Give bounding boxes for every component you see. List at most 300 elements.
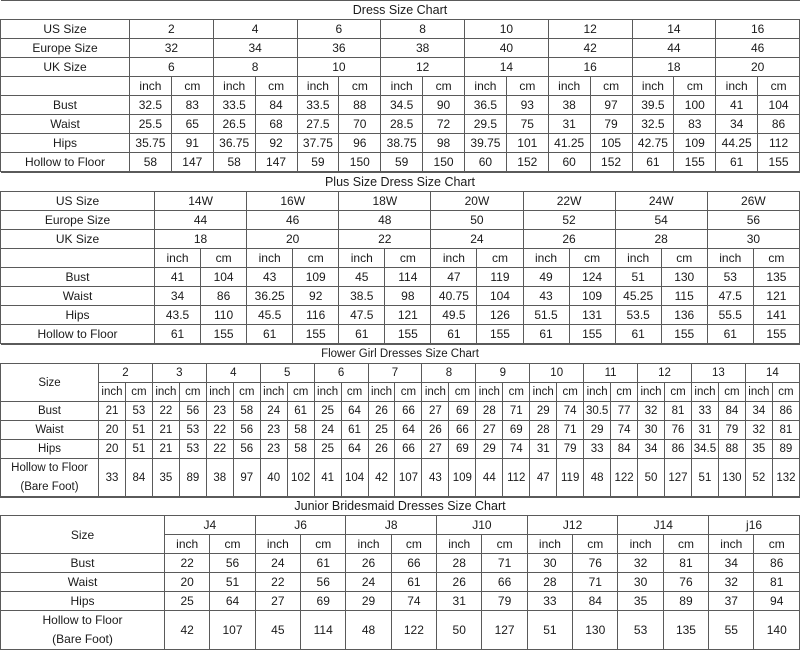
measure-value: 61 xyxy=(341,421,368,440)
unit-label: cm xyxy=(255,77,297,96)
size-value: 30 xyxy=(707,230,799,249)
measure-value: 58 xyxy=(233,402,260,421)
measure-value: 51.5 xyxy=(523,306,569,325)
unit-label: inch xyxy=(255,535,300,554)
measure-value: 56 xyxy=(233,421,260,440)
measure-value: 79 xyxy=(482,592,527,611)
measure-value: 24 xyxy=(346,573,391,592)
size-value: 40 xyxy=(465,39,549,58)
measure-value: 94 xyxy=(754,592,800,611)
measure-value: 28 xyxy=(437,554,482,573)
unit-label: cm xyxy=(590,77,632,96)
row-label: Hollow to Floor (Bare Foot) xyxy=(1,459,99,498)
measure-row xyxy=(1,592,800,611)
row-label: Waist xyxy=(1,287,155,306)
measure-value: 38.75 xyxy=(381,134,423,153)
measure-value: 89 xyxy=(179,459,206,498)
measure-value: 109 xyxy=(449,459,476,498)
measure-value: 84 xyxy=(573,592,618,611)
measure-value: 25 xyxy=(165,592,210,611)
measure-value: 43 xyxy=(422,459,449,498)
unit-label: cm xyxy=(661,249,707,268)
measure-value: 33 xyxy=(99,459,126,498)
measure-value: 33.5 xyxy=(213,96,255,115)
measure-value: 61 xyxy=(707,325,753,344)
measure-value: 61 xyxy=(716,153,758,172)
measure-value: 84 xyxy=(718,402,745,421)
size-value: 2 xyxy=(130,20,214,39)
unit-label: inch xyxy=(130,77,172,96)
measure-value: 52 xyxy=(745,459,772,498)
size-row xyxy=(1,364,800,383)
unit-label: cm xyxy=(557,383,584,402)
unit-label: inch xyxy=(716,77,758,96)
row-label: Hips xyxy=(1,592,165,611)
unit-label: inch xyxy=(465,77,507,96)
chart-title: Junior Bridesmaid Dresses Size Chart xyxy=(1,497,800,516)
measure-value: 61 xyxy=(431,325,477,344)
row-label: Waist xyxy=(1,421,99,440)
measure-value: 22 xyxy=(206,440,233,459)
measure-value: 61 xyxy=(523,325,569,344)
measure-value: 69 xyxy=(449,440,476,459)
measure-value: 152 xyxy=(506,153,548,172)
chart-title-row xyxy=(1,173,800,192)
measure-value: 23 xyxy=(260,440,287,459)
measure-value: 58 xyxy=(213,153,255,172)
measure-value: 104 xyxy=(201,268,247,287)
measure-value: 109 xyxy=(293,268,339,287)
measure-value: 64 xyxy=(395,421,422,440)
measure-value: 69 xyxy=(449,402,476,421)
measure-value: 24 xyxy=(260,402,287,421)
measure-value: 27 xyxy=(255,592,300,611)
measure-value: 76 xyxy=(663,573,708,592)
unit-label: cm xyxy=(449,383,476,402)
size-value: J4 xyxy=(165,516,256,535)
size-value: 6 xyxy=(297,20,381,39)
chart-title-row xyxy=(1,345,800,364)
measure-value: 74 xyxy=(611,421,638,440)
measure-value: 135 xyxy=(663,611,708,650)
measure-value: 28 xyxy=(530,421,557,440)
measure-value: 51 xyxy=(125,440,152,459)
size-value: 46 xyxy=(247,211,339,230)
measure-value: 32.5 xyxy=(632,115,674,134)
measure-value: 84 xyxy=(255,96,297,115)
unit-label: inch xyxy=(422,383,449,402)
size-row xyxy=(1,230,800,249)
size-value: 42 xyxy=(548,39,632,58)
measure-value: 155 xyxy=(385,325,431,344)
measure-value: 25 xyxy=(314,402,341,421)
size-value: 24 xyxy=(431,230,523,249)
size-value: 12 xyxy=(548,20,632,39)
size-value: 20 xyxy=(247,230,339,249)
measure-value: 104 xyxy=(341,459,368,498)
measure-value: 64 xyxy=(341,402,368,421)
unit-label: cm xyxy=(611,383,638,402)
unit-label: cm xyxy=(754,535,800,554)
unit-label: cm xyxy=(503,383,530,402)
measure-value: 119 xyxy=(557,459,584,498)
measure-value: 69 xyxy=(503,421,530,440)
size-value: 10 xyxy=(297,58,381,77)
unit-row xyxy=(1,77,800,96)
measure-value: 155 xyxy=(674,153,716,172)
measure-value: 109 xyxy=(674,134,716,153)
unit-label: inch xyxy=(206,383,233,402)
size-row xyxy=(1,39,800,58)
measure-value: 91 xyxy=(171,134,213,153)
plus-size-table xyxy=(0,172,800,344)
measure-value: 24 xyxy=(314,421,341,440)
measure-value: 71 xyxy=(482,554,527,573)
unit-label: inch xyxy=(346,535,391,554)
measure-value: 79 xyxy=(590,115,632,134)
measure-value: 36.25 xyxy=(247,287,293,306)
size-row xyxy=(1,192,800,211)
measure-row xyxy=(1,115,800,134)
measure-value: 64 xyxy=(341,440,368,459)
size-value: 13 xyxy=(691,364,745,383)
measure-value: 100 xyxy=(674,96,716,115)
measure-value: 53 xyxy=(707,268,753,287)
measure-value: 23 xyxy=(260,421,287,440)
row-label: Waist xyxy=(1,573,165,592)
measure-value: 41 xyxy=(155,268,201,287)
measure-value: 22 xyxy=(255,573,300,592)
measure-value: 49 xyxy=(523,268,569,287)
measure-value: 155 xyxy=(477,325,523,344)
measure-value: 36.75 xyxy=(213,134,255,153)
measure-value: 40 xyxy=(260,459,287,498)
unit-label: inch xyxy=(709,535,754,554)
unit-label: cm xyxy=(293,249,339,268)
measure-value: 21 xyxy=(152,440,179,459)
measure-value: 69 xyxy=(301,592,346,611)
size-value: 8 xyxy=(213,58,297,77)
measure-value: 155 xyxy=(758,153,800,172)
unit-label: cm xyxy=(506,77,548,96)
size-value: 56 xyxy=(707,211,799,230)
unit-label: cm xyxy=(423,77,465,96)
measure-value: 20 xyxy=(99,440,126,459)
measure-value: 76 xyxy=(573,554,618,573)
measure-row xyxy=(1,153,800,172)
measure-value: 130 xyxy=(718,459,745,498)
measure-value: 130 xyxy=(573,611,618,650)
measure-value: 32.5 xyxy=(130,96,172,115)
measure-value: 26 xyxy=(437,573,482,592)
measure-value: 25 xyxy=(314,440,341,459)
measure-value: 34 xyxy=(716,115,758,134)
unit-label: inch xyxy=(165,535,210,554)
chart-title-row xyxy=(1,497,800,516)
measure-value: 122 xyxy=(391,611,436,650)
size-value: 52 xyxy=(523,211,615,230)
measure-value: 36.5 xyxy=(465,96,507,115)
size-value: 8 xyxy=(381,20,465,39)
unit-label: cm xyxy=(210,535,255,554)
measure-value: 29.5 xyxy=(465,115,507,134)
unit-label: cm xyxy=(301,535,346,554)
size-value: 54 xyxy=(615,211,707,230)
unit-label: cm xyxy=(341,383,368,402)
measure-value: 131 xyxy=(569,306,615,325)
unit-row xyxy=(1,383,800,402)
measure-value: 55.5 xyxy=(707,306,753,325)
size-value: 14W xyxy=(155,192,247,211)
measure-value: 75 xyxy=(506,115,548,134)
unit-label: inch xyxy=(297,77,339,96)
size-value: 18 xyxy=(155,230,247,249)
measure-value: 31 xyxy=(548,115,590,134)
size-value: 20 xyxy=(716,58,800,77)
measure-value: 32 xyxy=(618,554,663,573)
unit-label: inch xyxy=(152,383,179,402)
measure-value: 66 xyxy=(395,440,422,459)
measure-value: 44 xyxy=(476,459,503,498)
measure-value: 93 xyxy=(506,96,548,115)
measure-value: 132 xyxy=(772,459,799,498)
size-value: 4 xyxy=(206,364,260,383)
measure-value: 20 xyxy=(99,421,126,440)
measure-value: 81 xyxy=(663,554,708,573)
measure-value: 74 xyxy=(557,402,584,421)
unit-label: inch xyxy=(632,77,674,96)
measure-value: 56 xyxy=(210,554,255,573)
measure-value: 86 xyxy=(772,402,799,421)
measure-value: 39.5 xyxy=(632,96,674,115)
measure-value: 155 xyxy=(569,325,615,344)
junior-bridesmaid-chart xyxy=(0,496,800,650)
measure-value: 114 xyxy=(385,268,431,287)
measure-value: 26 xyxy=(346,554,391,573)
measure-value: 25 xyxy=(368,421,395,440)
measure-value: 61 xyxy=(339,325,385,344)
measure-value: 30 xyxy=(527,554,572,573)
junior-bridesmaid-table xyxy=(0,496,800,650)
measure-value: 112 xyxy=(758,134,800,153)
measure-value: 79 xyxy=(557,440,584,459)
measure-value: 22 xyxy=(152,402,179,421)
unit-label: cm xyxy=(753,249,799,268)
measure-value: 88 xyxy=(718,440,745,459)
measure-value: 30 xyxy=(618,573,663,592)
unit-label: cm xyxy=(718,383,745,402)
measure-value: 43 xyxy=(247,268,293,287)
measure-value: 45.5 xyxy=(247,306,293,325)
measure-value: 53.5 xyxy=(615,306,661,325)
flower-girl-table xyxy=(0,344,800,498)
measure-value: 47 xyxy=(431,268,477,287)
measure-value: 64 xyxy=(210,592,255,611)
unit-label: cm xyxy=(339,77,381,96)
measure-value: 34.5 xyxy=(691,440,718,459)
measure-value: 86 xyxy=(754,554,800,573)
measure-value: 109 xyxy=(569,287,615,306)
measure-value: 105 xyxy=(590,134,632,153)
size-value: J12 xyxy=(527,516,618,535)
measure-value: 86 xyxy=(665,440,692,459)
measure-value: 44.25 xyxy=(716,134,758,153)
unit-label: cm xyxy=(391,535,436,554)
measure-value: 30.5 xyxy=(584,402,611,421)
measure-value: 76 xyxy=(665,421,692,440)
size-value: 44 xyxy=(632,39,716,58)
measure-value: 61 xyxy=(301,554,346,573)
measure-value: 61 xyxy=(391,573,436,592)
size-value: 14 xyxy=(632,20,716,39)
measure-value: 107 xyxy=(395,459,422,498)
measure-value: 30 xyxy=(638,421,665,440)
unit-label: inch xyxy=(339,249,385,268)
unit-label: cm xyxy=(758,77,800,96)
measure-value: 43 xyxy=(523,287,569,306)
measure-value: 124 xyxy=(569,268,615,287)
measure-value: 49.5 xyxy=(431,306,477,325)
measure-value: 22 xyxy=(165,554,210,573)
size-value: 2 xyxy=(99,364,153,383)
measure-value: 32 xyxy=(745,421,772,440)
measure-row xyxy=(1,287,800,306)
measure-value: 115 xyxy=(661,287,707,306)
measure-value: 97 xyxy=(233,459,260,498)
measure-row xyxy=(1,440,800,459)
measure-value: 26 xyxy=(368,440,395,459)
row-label: Hollow to Floor (Bare Foot) xyxy=(1,611,165,650)
measure-value: 27 xyxy=(422,402,449,421)
size-row xyxy=(1,516,800,535)
size-value: 10 xyxy=(465,20,549,39)
measure-value: 104 xyxy=(477,287,523,306)
hollow-row xyxy=(1,459,800,498)
measure-value: 71 xyxy=(503,402,530,421)
measure-value: 34 xyxy=(155,287,201,306)
measure-value: 59 xyxy=(297,153,339,172)
size-value: 26 xyxy=(523,230,615,249)
blank-cell xyxy=(1,77,130,96)
measure-value: 135 xyxy=(753,268,799,287)
measure-value: 130 xyxy=(661,268,707,287)
measure-value: 110 xyxy=(201,306,247,325)
size-value: 46 xyxy=(716,39,800,58)
measure-value: 104 xyxy=(758,96,800,115)
measure-value: 88 xyxy=(339,96,381,115)
measure-value: 42 xyxy=(165,611,210,650)
measure-row xyxy=(1,402,800,421)
measure-value: 84 xyxy=(611,440,638,459)
measure-value: 98 xyxy=(423,134,465,153)
measure-value: 71 xyxy=(557,421,584,440)
measure-value: 27.5 xyxy=(297,115,339,134)
measure-value: 45.25 xyxy=(615,287,661,306)
measure-value: 150 xyxy=(423,153,465,172)
flower-girl-chart xyxy=(0,344,800,498)
measure-value: 107 xyxy=(210,611,255,650)
measure-value: 27 xyxy=(476,421,503,440)
measure-value: 29 xyxy=(530,402,557,421)
measure-value: 37.75 xyxy=(297,134,339,153)
measure-value: 48 xyxy=(346,611,391,650)
measure-value: 121 xyxy=(753,287,799,306)
measure-value: 90 xyxy=(423,96,465,115)
size-value: J14 xyxy=(618,516,709,535)
measure-value: 35 xyxy=(618,592,663,611)
measure-value: 28 xyxy=(527,573,572,592)
measure-value: 84 xyxy=(125,459,152,498)
size-value: 16 xyxy=(716,20,800,39)
unit-label: cm xyxy=(287,383,314,402)
unit-label: cm xyxy=(179,383,206,402)
size-value: 16W xyxy=(247,192,339,211)
unit-label: inch xyxy=(638,383,665,402)
measure-value: 23 xyxy=(206,402,233,421)
row-label: Size xyxy=(1,516,165,554)
measure-value: 35 xyxy=(745,440,772,459)
unit-label: inch xyxy=(523,249,569,268)
unit-label: cm xyxy=(674,77,716,96)
measure-value: 41 xyxy=(314,459,341,498)
dress-size-table xyxy=(0,0,800,172)
measure-value: 86 xyxy=(201,287,247,306)
row-label: UK Size xyxy=(1,230,155,249)
row-label: Hips xyxy=(1,306,155,325)
measure-value: 38 xyxy=(206,459,233,498)
measure-value: 77 xyxy=(611,402,638,421)
measure-value: 66 xyxy=(449,421,476,440)
measure-value: 51 xyxy=(125,421,152,440)
measure-value: 29 xyxy=(584,421,611,440)
size-value: 48 xyxy=(339,211,431,230)
size-value: 26W xyxy=(707,192,799,211)
measure-value: 136 xyxy=(661,306,707,325)
measure-value: 150 xyxy=(339,153,381,172)
measure-value: 122 xyxy=(611,459,638,498)
unit-label: cm xyxy=(385,249,431,268)
measure-value: 119 xyxy=(477,268,523,287)
measure-value: 34 xyxy=(638,440,665,459)
size-row xyxy=(1,20,800,39)
measure-value: 66 xyxy=(482,573,527,592)
measure-value: 21 xyxy=(99,402,126,421)
measure-value: 56 xyxy=(179,402,206,421)
measure-value: 152 xyxy=(590,153,632,172)
size-value: 18W xyxy=(339,192,431,211)
measure-value: 53 xyxy=(125,402,152,421)
measure-value: 34 xyxy=(745,402,772,421)
measure-value: 41 xyxy=(716,96,758,115)
measure-value: 155 xyxy=(293,325,339,344)
measure-value: 83 xyxy=(171,96,213,115)
measure-value: 97 xyxy=(590,96,632,115)
row-label: Bust xyxy=(1,402,99,421)
measure-value: 61 xyxy=(287,402,314,421)
measure-value: 58 xyxy=(130,153,172,172)
size-value: 18 xyxy=(632,58,716,77)
hollow-row xyxy=(1,611,800,650)
unit-label: inch xyxy=(314,383,341,402)
measure-value: 83 xyxy=(674,115,716,134)
size-value: 12 xyxy=(638,364,692,383)
measure-value: 155 xyxy=(661,325,707,344)
measure-row xyxy=(1,421,800,440)
measure-value: 79 xyxy=(718,421,745,440)
measure-value: 29 xyxy=(476,440,503,459)
measure-value: 27 xyxy=(422,440,449,459)
size-value: 9 xyxy=(476,364,530,383)
